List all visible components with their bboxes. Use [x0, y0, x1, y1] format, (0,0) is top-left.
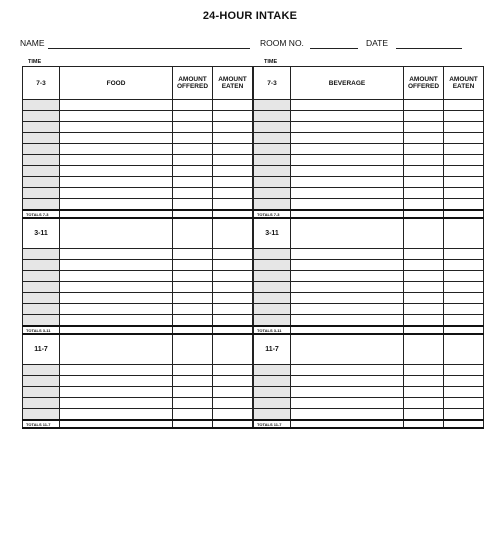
- beverage-time-cell[interactable]: [254, 100, 291, 111]
- beverage-item-cell[interactable]: [291, 271, 404, 282]
- beverage-offered-cell[interactable]: [404, 293, 444, 304]
- beverage-eaten-cell[interactable]: [444, 111, 484, 122]
- beverage-totals-cell[interactable]: [444, 420, 484, 428]
- food-offered-cell[interactable]: [173, 122, 213, 133]
- food-item-cell[interactable]: [60, 155, 173, 166]
- food-cell[interactable]: [60, 218, 173, 249]
- beverage-cell[interactable]: [444, 218, 484, 249]
- beverage-totals-label: TOTALS 3-11: [254, 326, 291, 334]
- food-totals-cell[interactable]: [60, 210, 173, 218]
- beverage-time-cell[interactable]: [254, 409, 291, 421]
- food-item-cell[interactable]: [60, 282, 173, 293]
- food-totals-cell[interactable]: [60, 326, 173, 334]
- beverage-time-cell[interactable]: [254, 260, 291, 271]
- food-cell[interactable]: [213, 218, 253, 249]
- food-totals-label: TOTALS 3-11: [23, 326, 60, 334]
- beverage-time-cell[interactable]: [254, 249, 291, 260]
- food-eaten-cell[interactable]: [213, 188, 253, 199]
- food-time-cell[interactable]: [23, 199, 60, 211]
- food-cell[interactable]: [173, 218, 213, 249]
- beverage-eaten-cell[interactable]: [444, 260, 484, 271]
- food-offered-header: AMOUNT OFFERED: [173, 67, 213, 100]
- food-item-cell[interactable]: [60, 144, 173, 155]
- food-eaten-cell[interactable]: [213, 260, 253, 271]
- food-item-cell[interactable]: [60, 304, 173, 315]
- beverage-totals-cell[interactable]: [404, 326, 444, 334]
- beverage-time-cell[interactable]: [254, 122, 291, 133]
- table-row: [23, 282, 253, 293]
- food-eaten-cell[interactable]: [213, 304, 253, 315]
- beverage-shift-time: 3-11: [254, 218, 291, 249]
- beverage-item-cell[interactable]: [291, 111, 404, 122]
- beverage-item-cell[interactable]: [291, 315, 404, 327]
- food-time-cell[interactable]: [23, 111, 60, 122]
- beverage-time-cell[interactable]: [254, 282, 291, 293]
- beverage-time-cell[interactable]: [254, 293, 291, 304]
- beverage-offered-cell[interactable]: [404, 282, 444, 293]
- beverage-item-cell[interactable]: [291, 188, 404, 199]
- food-offered-cell[interactable]: [173, 409, 213, 421]
- page-title: 24-HOUR INTAKE: [202, 10, 298, 22]
- beverage-eaten-cell[interactable]: [444, 387, 484, 398]
- table-row: [23, 271, 253, 282]
- beverage-item-cell[interactable]: [291, 166, 404, 177]
- beverage-time-cell[interactable]: [254, 271, 291, 282]
- beverage-eaten-cell[interactable]: [444, 122, 484, 133]
- beverage-time-cell[interactable]: [254, 365, 291, 376]
- food-time-cell[interactable]: [23, 144, 60, 155]
- beverage-time-label: TIME: [264, 59, 278, 65]
- beverage-eaten-cell[interactable]: [444, 188, 484, 199]
- food-item-cell[interactable]: [60, 387, 173, 398]
- beverage-item-cell[interactable]: [291, 387, 404, 398]
- beverage-offered-cell[interactable]: [404, 376, 444, 387]
- table-row: [23, 188, 253, 199]
- beverage-offered-header: AMOUNT OFFERED: [404, 67, 444, 100]
- beverage-eaten-cell[interactable]: [444, 293, 484, 304]
- food-item-cell[interactable]: [60, 271, 173, 282]
- food-offered-cell[interactable]: [173, 166, 213, 177]
- food-offered-cell[interactable]: [173, 199, 213, 211]
- beverage-time-cell[interactable]: [254, 111, 291, 122]
- beverage-offered-cell[interactable]: [404, 409, 444, 421]
- food-shift-time: 11-7: [23, 334, 60, 365]
- beverage-eaten-cell[interactable]: [444, 155, 484, 166]
- beverage-eaten-cell[interactable]: [444, 100, 484, 111]
- food-offered-cell[interactable]: [173, 398, 213, 409]
- beverage-eaten-cell[interactable]: [444, 365, 484, 376]
- table-row: [23, 398, 253, 409]
- food-cell[interactable]: [60, 334, 173, 365]
- beverage-item-cell[interactable]: [291, 144, 404, 155]
- table-row: [23, 111, 253, 122]
- beverage-item-cell[interactable]: [291, 260, 404, 271]
- beverage-offered-cell[interactable]: [404, 199, 444, 211]
- food-eaten-cell[interactable]: [213, 376, 253, 387]
- food-offered-cell[interactable]: [173, 260, 213, 271]
- food-time-cell[interactable]: [23, 177, 60, 188]
- room-field[interactable]: [310, 48, 358, 49]
- beverage-totals-cell[interactable]: [404, 210, 444, 218]
- table-row: [254, 282, 484, 293]
- beverage-item-cell[interactable]: [291, 100, 404, 111]
- beverage-time-cell[interactable]: [254, 166, 291, 177]
- table-row: [254, 376, 484, 387]
- beverage-eaten-cell[interactable]: [444, 376, 484, 387]
- food-time-cell[interactable]: [23, 398, 60, 409]
- food-eaten-cell[interactable]: [213, 111, 253, 122]
- food-item-header: FOOD: [60, 67, 173, 100]
- table-row: [254, 166, 484, 177]
- beverage-time-cell[interactable]: [254, 199, 291, 211]
- food-item-cell[interactable]: [60, 409, 173, 421]
- table-row: [23, 376, 253, 387]
- food-offered-cell[interactable]: [173, 155, 213, 166]
- beverage-cell[interactable]: [291, 334, 404, 365]
- beverage-time-cell[interactable]: [254, 177, 291, 188]
- table-row: [254, 155, 484, 166]
- table-row: [254, 100, 484, 111]
- food-time-cell[interactable]: [23, 282, 60, 293]
- food-offered-cell[interactable]: [173, 271, 213, 282]
- food-totals-cell[interactable]: [213, 326, 253, 334]
- beverage-offered-cell[interactable]: [404, 249, 444, 260]
- food-eaten-cell[interactable]: [213, 122, 253, 133]
- beverage-time-cell[interactable]: [254, 188, 291, 199]
- beverage-time-cell[interactable]: [254, 144, 291, 155]
- food-time-cell[interactable]: [23, 122, 60, 133]
- table-row: [23, 260, 253, 271]
- food-item-cell[interactable]: [60, 365, 173, 376]
- table-row: [23, 177, 253, 188]
- beverage-totals-cell[interactable]: [291, 326, 404, 334]
- food-eaten-cell[interactable]: [213, 387, 253, 398]
- food-totals-cell[interactable]: [213, 420, 253, 428]
- food-eaten-cell[interactable]: [213, 249, 253, 260]
- food-time-label: TIME: [28, 59, 42, 65]
- beverage-time-cell[interactable]: [254, 376, 291, 387]
- food-offered-cell[interactable]: [173, 282, 213, 293]
- food-item-cell[interactable]: [60, 398, 173, 409]
- beverage-eaten-cell[interactable]: [444, 177, 484, 188]
- table-row: [254, 398, 484, 409]
- food-eaten-cell[interactable]: [213, 166, 253, 177]
- beverage-totals-cell[interactable]: [291, 210, 404, 218]
- beverage-eaten-cell[interactable]: [444, 304, 484, 315]
- food-item-cell[interactable]: [60, 293, 173, 304]
- food-eaten-cell[interactable]: [213, 155, 253, 166]
- food-offered-cell[interactable]: [173, 133, 213, 144]
- beverage-shift-time: 11-7: [254, 334, 291, 365]
- table-row: [254, 260, 484, 271]
- food-offered-cell[interactable]: [173, 387, 213, 398]
- date-label: DATE: [366, 38, 389, 48]
- food-item-cell[interactable]: [60, 133, 173, 144]
- food-totals-cell[interactable]: [173, 210, 213, 218]
- beverage-eaten-cell[interactable]: [444, 282, 484, 293]
- beverage-offered-cell[interactable]: [404, 188, 444, 199]
- table-row: [254, 199, 484, 211]
- beverage-offered-cell[interactable]: [404, 271, 444, 282]
- table-row: [254, 188, 484, 199]
- food-item-cell[interactable]: [60, 260, 173, 271]
- food-offered-cell[interactable]: [173, 304, 213, 315]
- beverage-offered-cell[interactable]: [404, 144, 444, 155]
- food-item-cell[interactable]: [60, 376, 173, 387]
- table-row: [254, 111, 484, 122]
- beverage-item-cell[interactable]: [291, 155, 404, 166]
- beverage-item-cell[interactable]: [291, 304, 404, 315]
- food-eaten-cell[interactable]: [213, 293, 253, 304]
- food-cell[interactable]: [213, 334, 253, 365]
- table-row: [254, 122, 484, 133]
- food-offered-cell[interactable]: [173, 315, 213, 327]
- food-time-cell[interactable]: [23, 293, 60, 304]
- beverage-time-cell[interactable]: [254, 398, 291, 409]
- beverage-log-table: [253, 66, 483, 429]
- food-time-cell[interactable]: [23, 387, 60, 398]
- food-totals-cell[interactable]: [213, 210, 253, 218]
- table-row: [23, 144, 253, 155]
- table-row: [23, 133, 253, 144]
- table-row: [254, 315, 484, 327]
- beverage-eaten-cell[interactable]: [444, 144, 484, 155]
- food-item-cell[interactable]: [60, 122, 173, 133]
- room-label: ROOM NO.: [260, 38, 304, 48]
- beverage-totals-label: TOTALS 7-3: [254, 210, 291, 218]
- table-row: [23, 249, 253, 260]
- food-time-cell[interactable]: [23, 315, 60, 327]
- beverage-offered-cell[interactable]: [404, 365, 444, 376]
- table-row: [254, 177, 484, 188]
- food-eaten-cell[interactable]: [213, 271, 253, 282]
- beverage-time-cell[interactable]: [254, 315, 291, 327]
- food-item-cell[interactable]: [60, 188, 173, 199]
- table-row: [23, 387, 253, 398]
- food-totals-cell[interactable]: [60, 420, 173, 428]
- food-offered-cell[interactable]: [173, 376, 213, 387]
- beverage-cell[interactable]: [291, 218, 404, 249]
- beverage-offered-cell[interactable]: [404, 155, 444, 166]
- beverage-totals-cell[interactable]: [291, 420, 404, 428]
- table-row: [254, 365, 484, 376]
- beverage-offered-cell[interactable]: [404, 315, 444, 327]
- food-offered-cell[interactable]: [173, 293, 213, 304]
- food-eaten-cell[interactable]: [213, 177, 253, 188]
- beverage-offered-cell[interactable]: [404, 177, 444, 188]
- food-time-cell[interactable]: [23, 271, 60, 282]
- patient-info-row: [20, 38, 482, 52]
- food-eaten-cell[interactable]: [213, 144, 253, 155]
- food-eaten-cell[interactable]: [213, 315, 253, 327]
- table-row: [254, 133, 484, 144]
- beverage-eaten-cell[interactable]: [444, 249, 484, 260]
- beverage-offered-cell[interactable]: [404, 133, 444, 144]
- name-field[interactable]: [48, 48, 250, 49]
- table-row: [23, 409, 253, 421]
- table-row: [23, 122, 253, 133]
- beverage-totals-cell[interactable]: [404, 420, 444, 428]
- table-row: [23, 199, 253, 211]
- beverage-item-cell[interactable]: [291, 177, 404, 188]
- beverage-offered-cell[interactable]: [404, 304, 444, 315]
- beverage-time-cell[interactable]: [254, 304, 291, 315]
- food-offered-cell[interactable]: [173, 188, 213, 199]
- food-offered-cell[interactable]: [173, 100, 213, 111]
- food-offered-cell[interactable]: [173, 249, 213, 260]
- beverage-eaten-cell[interactable]: [444, 166, 484, 177]
- table-row: [254, 304, 484, 315]
- table-row: [254, 249, 484, 260]
- beverage-offered-cell[interactable]: [404, 260, 444, 271]
- food-eaten-cell[interactable]: [213, 398, 253, 409]
- food-time-cell[interactable]: [23, 304, 60, 315]
- name-label: NAME: [20, 38, 45, 48]
- food-totals-cell[interactable]: [173, 420, 213, 428]
- food-eaten-header: AMOUNT EATEN: [213, 67, 253, 100]
- beverage-totals-cell[interactable]: [444, 326, 484, 334]
- beverage-offered-cell[interactable]: [404, 111, 444, 122]
- beverage-eaten-cell[interactable]: [444, 271, 484, 282]
- table-row: [254, 144, 484, 155]
- food-item-cell[interactable]: [60, 249, 173, 260]
- beverage-eaten-cell[interactable]: [444, 315, 484, 327]
- table-row: [254, 271, 484, 282]
- food-item-cell[interactable]: [60, 111, 173, 122]
- food-item-cell[interactable]: [60, 315, 173, 327]
- date-field[interactable]: [396, 48, 462, 49]
- beverage-cell[interactable]: [404, 218, 444, 249]
- table-row: [254, 387, 484, 398]
- beverage-totals-cell[interactable]: [444, 210, 484, 218]
- beverage-time-cell[interactable]: [254, 133, 291, 144]
- beverage-item-cell[interactable]: [291, 376, 404, 387]
- food-eaten-cell[interactable]: [213, 199, 253, 211]
- food-eaten-cell[interactable]: [213, 282, 253, 293]
- beverage-time-cell[interactable]: [254, 387, 291, 398]
- beverage-item-cell[interactable]: [291, 282, 404, 293]
- table-row: [254, 409, 484, 421]
- food-offered-cell[interactable]: [173, 144, 213, 155]
- food-eaten-cell[interactable]: [213, 365, 253, 376]
- table-row: [23, 293, 253, 304]
- food-time-cell[interactable]: [23, 376, 60, 387]
- food-time-cell[interactable]: [23, 155, 60, 166]
- beverage-item-cell[interactable]: [291, 133, 404, 144]
- beverage-offered-cell[interactable]: [404, 122, 444, 133]
- beverage-time-cell[interactable]: [254, 155, 291, 166]
- beverage-eaten-cell[interactable]: [444, 199, 484, 211]
- food-totals-cell[interactable]: [173, 326, 213, 334]
- beverage-cell[interactable]: [444, 334, 484, 365]
- food-item-cell[interactable]: [60, 100, 173, 111]
- beverage-eaten-header: AMOUNT EATEN: [444, 67, 484, 100]
- food-time-cell[interactable]: [23, 188, 60, 199]
- table-row: [23, 166, 253, 177]
- beverage-offered-cell[interactable]: [404, 100, 444, 111]
- table-row: [23, 304, 253, 315]
- beverage-time-header: 7-3: [254, 67, 291, 100]
- beverage-item-cell[interactable]: [291, 199, 404, 211]
- table-row: [23, 100, 253, 111]
- table-row: [254, 293, 484, 304]
- food-time-cell[interactable]: [23, 260, 60, 271]
- food-cell[interactable]: [173, 334, 213, 365]
- food-offered-cell[interactable]: [173, 365, 213, 376]
- food-eaten-cell[interactable]: [213, 100, 253, 111]
- food-time-cell[interactable]: [23, 133, 60, 144]
- beverage-item-cell[interactable]: [291, 398, 404, 409]
- food-log-table: [22, 66, 252, 429]
- beverage-offered-cell[interactable]: [404, 166, 444, 177]
- food-shift-time: 3-11: [23, 218, 60, 249]
- table-row: [23, 155, 253, 166]
- beverage-item-cell[interactable]: [291, 293, 404, 304]
- food-eaten-cell[interactable]: [213, 133, 253, 144]
- beverage-eaten-cell[interactable]: [444, 398, 484, 409]
- beverage-cell[interactable]: [404, 334, 444, 365]
- food-item-cell[interactable]: [60, 177, 173, 188]
- food-time-cell[interactable]: [23, 249, 60, 260]
- beverage-offered-cell[interactable]: [404, 387, 444, 398]
- beverage-totals-label: TOTALS 11-7: [254, 420, 291, 428]
- beverage-eaten-cell[interactable]: [444, 133, 484, 144]
- beverage-item-header: BEVERAGE: [291, 67, 404, 100]
- food-time-cell[interactable]: [23, 166, 60, 177]
- beverage-eaten-cell[interactable]: [444, 409, 484, 421]
- table-row: [23, 315, 253, 327]
- beverage-item-cell[interactable]: [291, 409, 404, 421]
- food-offered-cell[interactable]: [173, 111, 213, 122]
- food-time-cell[interactable]: [23, 365, 60, 376]
- food-time-header: 7-3: [23, 67, 60, 100]
- food-totals-label: TOTALS 11-7: [23, 420, 60, 428]
- beverage-offered-cell[interactable]: [404, 398, 444, 409]
- beverage-item-cell[interactable]: [291, 249, 404, 260]
- food-time-cell[interactable]: [23, 409, 60, 421]
- food-offered-cell[interactable]: [173, 177, 213, 188]
- food-item-cell[interactable]: [60, 166, 173, 177]
- food-totals-label: TOTALS 7-3: [23, 210, 60, 218]
- food-item-cell[interactable]: [60, 199, 173, 211]
- beverage-item-cell[interactable]: [291, 122, 404, 133]
- food-eaten-cell[interactable]: [213, 409, 253, 421]
- beverage-item-cell[interactable]: [291, 365, 404, 376]
- table-row: [23, 365, 253, 376]
- food-time-cell[interactable]: [23, 100, 60, 111]
